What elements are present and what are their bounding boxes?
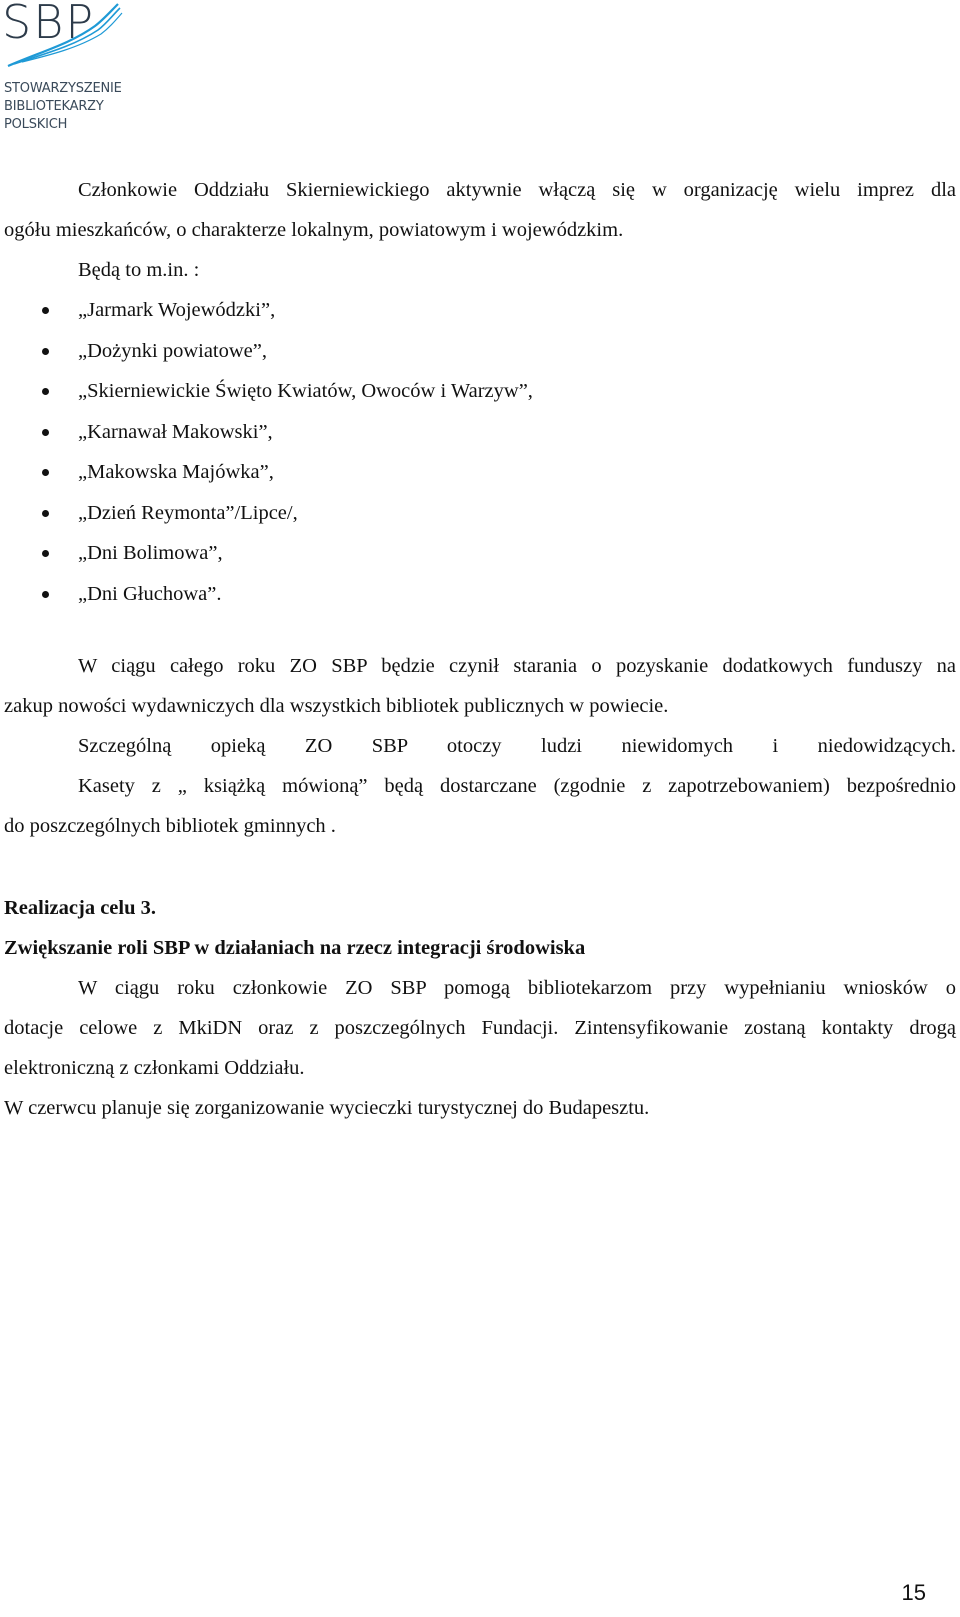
events-list	[4, 290, 956, 614]
logo-org-line: STOWARZYSZENIE	[4, 81, 122, 96]
paragraph-line: zakup nowości wydawniczych dla wszystkich bibliotek publicznych w powiecie.	[4, 695, 669, 717]
list-item	[4, 371, 956, 412]
sbp-logo	[0, 0, 170, 140]
list-item-label: „Dożynki powiatowe”,	[78, 339, 267, 362]
bullet-icon	[42, 429, 49, 436]
section-title: Realizacja celu 3.	[4, 897, 156, 919]
paragraph-line: Członkowie Oddziału Skierniewickiego aktywnie włączą się w organizację wielu imprez dla	[78, 179, 956, 201]
page-number: 15	[901, 1580, 926, 1605]
paragraph-line: Kasety z „ książką mówioną” będą dostarczane (zgodnie z zapotrzebowaniem) bezpośrednio	[78, 775, 956, 797]
list-item-label: „Dni Bolimowa”,	[78, 542, 223, 564]
paragraph-line: W czerwcu planuje się zorganizowanie wycieczki turystycznej do Budapesztu.	[4, 1097, 650, 1119]
list-item	[4, 574, 956, 615]
section-subtitle: Zwiększanie roli SBP w działaniach na rzecz integracji środowiska	[4, 937, 586, 959]
list-item-label: „Dzień Reymonta”/Lipce/,	[78, 501, 298, 524]
list-item	[4, 412, 956, 453]
list-item	[4, 290, 956, 331]
bullet-icon	[42, 388, 49, 395]
logo-org-line: BIBLIOTEKARZY	[4, 99, 104, 114]
logo-org-line: POLSKICH	[4, 117, 68, 132]
list-item	[4, 452, 956, 493]
paragraph-line: ogółu mieszkańców, o charakterze lokalnym, powiatowym i wojewódzkim.	[4, 219, 624, 241]
list-item	[4, 331, 956, 372]
document-body	[4, 170, 956, 1128]
bullet-icon	[42, 591, 49, 598]
list-item-label: „Karnawał Makowski”,	[78, 420, 273, 443]
list-item-label: „Makowska Majówka”,	[78, 461, 274, 483]
spacer	[4, 614, 956, 646]
bullet-icon	[42, 348, 49, 355]
list-item	[4, 533, 956, 574]
list-item	[4, 493, 956, 534]
sbp-logo-mark	[0, 0, 170, 72]
paragraph-line: W ciągu roku członkowie ZO SBP pomogą bibliotekarzom przy wypełnianiu wniosków o	[78, 977, 956, 999]
paragraph-line: dotacje celowe z MkiDN oraz z poszczególnych Fundacji. Zintensyfikowanie zostaną kontakty drogą	[4, 1017, 956, 1039]
paragraph-line: elektroniczną z członkami Oddziału.	[4, 1057, 305, 1079]
paragraph-line: do poszczególnych bibliotek gminnych .	[4, 815, 336, 837]
list-intro: Będą to m.in. :	[78, 259, 200, 281]
paragraph-line: Szczególną opieką ZO SBP otoczy ludzi niewidomych i niedowidzących.	[78, 735, 956, 757]
spacer	[4, 846, 956, 888]
bullet-icon	[42, 307, 49, 314]
sbp-logo-org-name	[4, 80, 122, 134]
paragraph-line: W ciągu całego roku ZO SBP będzie czynił starania o pozyskanie dodatkowych funduszy na	[78, 655, 956, 677]
list-item-label: „Jarmark Wojewódzki”,	[78, 299, 276, 321]
bullet-icon	[42, 550, 49, 557]
list-item-label: „Dni Głuchowa”.	[78, 582, 222, 605]
list-item-label: „Skierniewickie Święto Kwiatów, Owoców i Warzyw”,	[78, 380, 533, 402]
bullet-icon	[42, 510, 49, 517]
sbp-logo-letters: SBP	[2, 0, 96, 49]
bullet-icon	[42, 469, 49, 476]
